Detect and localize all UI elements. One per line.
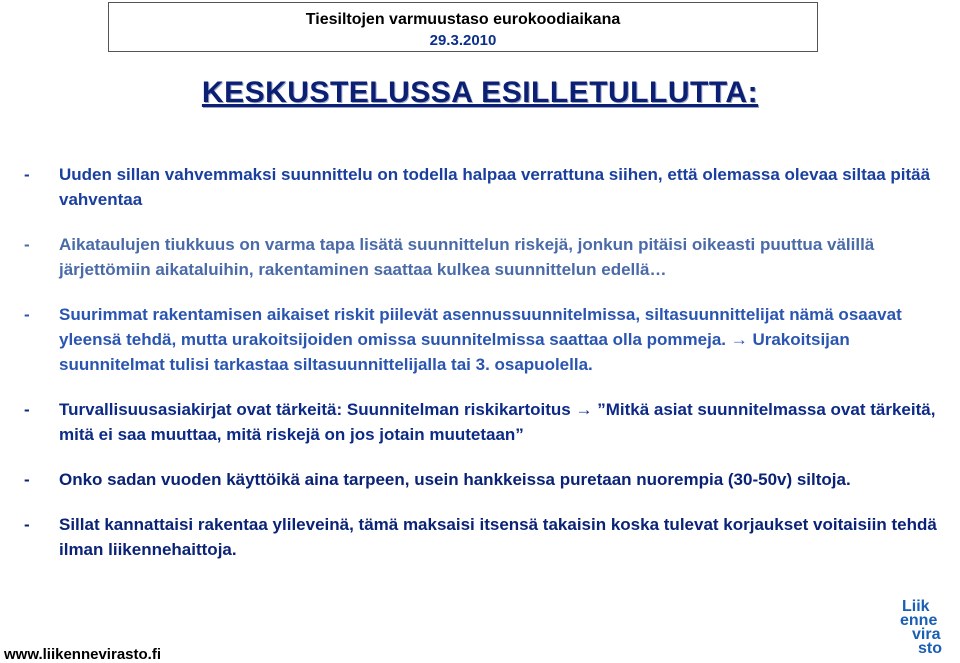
bullet-item	[24, 162, 944, 212]
logo-line: Liik	[902, 598, 930, 615]
logo-line: sto	[918, 640, 942, 657]
bullet-text: Onko sadan vuoden käyttöikä aina tarpeen, usein hankkeissa puretaan nuorempia (30-50v) siltoja.	[59, 470, 851, 489]
bullet-text: Uuden sillan vahvemmaksi suunnittelu on todella halpaa verrattuna siihen, että olemassa olevaa siltaa pitää vahventaa	[59, 165, 931, 209]
bullet-item	[24, 467, 944, 492]
bullet-dash: -	[24, 400, 30, 419]
bullet-text: Suurimmat rakentamisen aikaiset riskit piilevät asennussuunnitelmissa, siltasuunnittelijat nämä osaavat yleensä tehdä, mutta urakoitsijoiden omissa suunnitelmissa saattaa olla pommeja. → Urakoitsijan suunnitelmat tulisi tarkastaa siltasuunnittelijalla tai 3. osapuolella.	[59, 305, 902, 374]
bullet-dash: -	[24, 470, 30, 489]
liikennevirasto-logo	[898, 600, 958, 662]
header-title: Tiesiltojen varmuustaso eurokoodiaikana	[305, 11, 621, 28]
bullet-list	[24, 162, 944, 582]
footer-url: www.liikennevirasto.fi	[4, 646, 161, 663]
bullet-dash: -	[24, 235, 30, 254]
bullet-item	[24, 232, 944, 282]
bullet-item	[24, 397, 944, 447]
bullet-text: Sillat kannattaisi rakentaa ylileveinä, tämä maksaisi itsensä takaisin koska tulevat korjaukset voitaisiin tehdä ilman liikennehaittoja.	[59, 515, 937, 559]
bullet-text: Turvallisuusasiakirjat ovat tärkeitä: Suunnitelman riskikartoitus → ”Mitkä asiat suunnitelmassa ovat tärkeitä, mitä ei saa muuttaa, mitä riskejä on jos jotain muutetaan”	[59, 400, 936, 444]
header-box	[108, 2, 818, 52]
bullet-dash: -	[24, 165, 30, 184]
bullet-item	[24, 512, 944, 562]
logo-line: enne	[900, 612, 938, 629]
bullet-text: Aikataulujen tiukkuus on varma tapa lisätä suunnittelun riskejä, jonkun pitäisi oikeasti puuttua välillä järjettömiin aikataluihin, rakentaminen saattaa kulkea suunnittelun edellä…	[59, 235, 875, 279]
bullet-dash: -	[24, 515, 30, 534]
logo-line: vira	[912, 626, 941, 643]
bullet-item	[24, 302, 944, 377]
bullet-dash: -	[24, 305, 30, 324]
main-title: KESKUSTELUSSA ESILLETULLUTTA:	[201, 76, 759, 109]
header-date: 29.3.2010	[429, 32, 497, 49]
